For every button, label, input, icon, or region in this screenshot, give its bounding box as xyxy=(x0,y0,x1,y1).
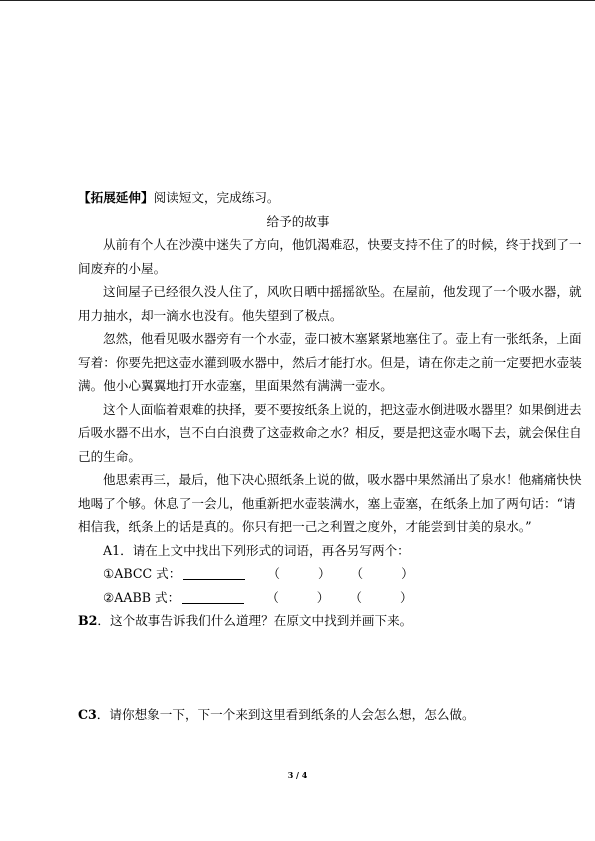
story-line: 这个人面临着艰难的抉择，要不要按纸条上说的，把这壶水倒进吸水器里？如果倒进去 xyxy=(103,401,582,417)
page-number: 3 / 4 xyxy=(287,770,308,780)
top-rule xyxy=(0,0,595,1)
question-text: ．这个故事告诉我们什么道理？在原文中找到并画下来。 xyxy=(97,613,413,628)
paren-open: （ xyxy=(267,566,280,581)
question-text: ．请在上文中找出下列形式的词语，再各另写两个： xyxy=(120,542,410,558)
story-line: 用力抽水，却一滴水也没有。他失望到了极点。 xyxy=(78,307,343,323)
paren-open: （ xyxy=(349,589,362,605)
paren-open: （ xyxy=(266,589,279,605)
question-number: A1 xyxy=(103,542,121,558)
question-number: B2 xyxy=(78,613,98,628)
story-line: 忽然，他看见吸水器旁有一个水壶，壶口被木塞紧紧地塞住了。壶上有一张纸条，上面 xyxy=(103,331,582,346)
section-header xyxy=(78,186,518,210)
story-line: 满。他小心翼翼地打开水壶塞，里面果然有满满一壶水。 xyxy=(78,378,393,393)
answer-label: ①ABCC 式： xyxy=(103,566,182,581)
story-line: 地喝了个够。休息了一会儿，他重新把水壶装满水，塞上壶塞，在纸条上加了两句话：“请 xyxy=(78,495,576,511)
section-instruction: 阅读短文，完成练习。 xyxy=(153,190,280,205)
worksheet-page xyxy=(78,186,582,726)
story-line: 这间屋子已经很久没人住了，风吹日晒中摇摇欲坠。在屋前，他发现了一个吸水器，就 xyxy=(103,284,582,299)
answer-blank[interactable] xyxy=(183,566,245,580)
question-a1 xyxy=(78,539,518,563)
story-line: 己的生命。 xyxy=(78,448,141,464)
story-line: 写着：你要先把这壶水灌到吸水器中，然后才能打水。但是，请在你走之前一定要把水壶装 xyxy=(78,354,582,370)
paren-close: ） xyxy=(317,566,331,581)
paren-close: ） xyxy=(316,589,330,605)
story-line: 他思索再三，最后，他下决心照纸条上说的做，吸水器中果然涌出了泉水！他痛痛快快 xyxy=(103,472,582,487)
question-text: ．请你想象一下，下一个来到这里看到纸条的人会怎么想，怎么做。 xyxy=(96,706,475,722)
question-b2 xyxy=(78,609,518,633)
story-line: 从前有个人在沙漠中迷失了方向，他饥渴难忍，快要支持不住了的时候，终于找到了一 xyxy=(103,237,582,252)
story-line: 相信我，纸条上的话是真的。你只有把一己之利置之度外，才能尝到甘美的泉水。” xyxy=(78,519,532,534)
answer-row-aabb xyxy=(78,586,518,610)
question-c3 xyxy=(78,703,518,727)
answer-blank[interactable] xyxy=(182,590,244,604)
paren-close: ） xyxy=(399,589,413,605)
answer-row-abcc xyxy=(78,562,518,586)
section-label: 【拓展延伸】 xyxy=(78,190,154,205)
story-line: 后吸水器不出水，岂不白白浪费了这壶救命之水？相反，要是把这壶水喝下去，就会保住自 xyxy=(78,425,582,440)
answer-label: ②AABB 式： xyxy=(103,589,181,605)
story-line: 间废弃的小屋。 xyxy=(78,260,167,276)
story-title: 给予的故事 xyxy=(266,213,330,229)
question-number: C3 xyxy=(78,706,97,722)
paren-close: ） xyxy=(401,566,414,581)
answer-space-b2[interactable] xyxy=(78,633,518,703)
paren-open: （ xyxy=(350,566,364,581)
